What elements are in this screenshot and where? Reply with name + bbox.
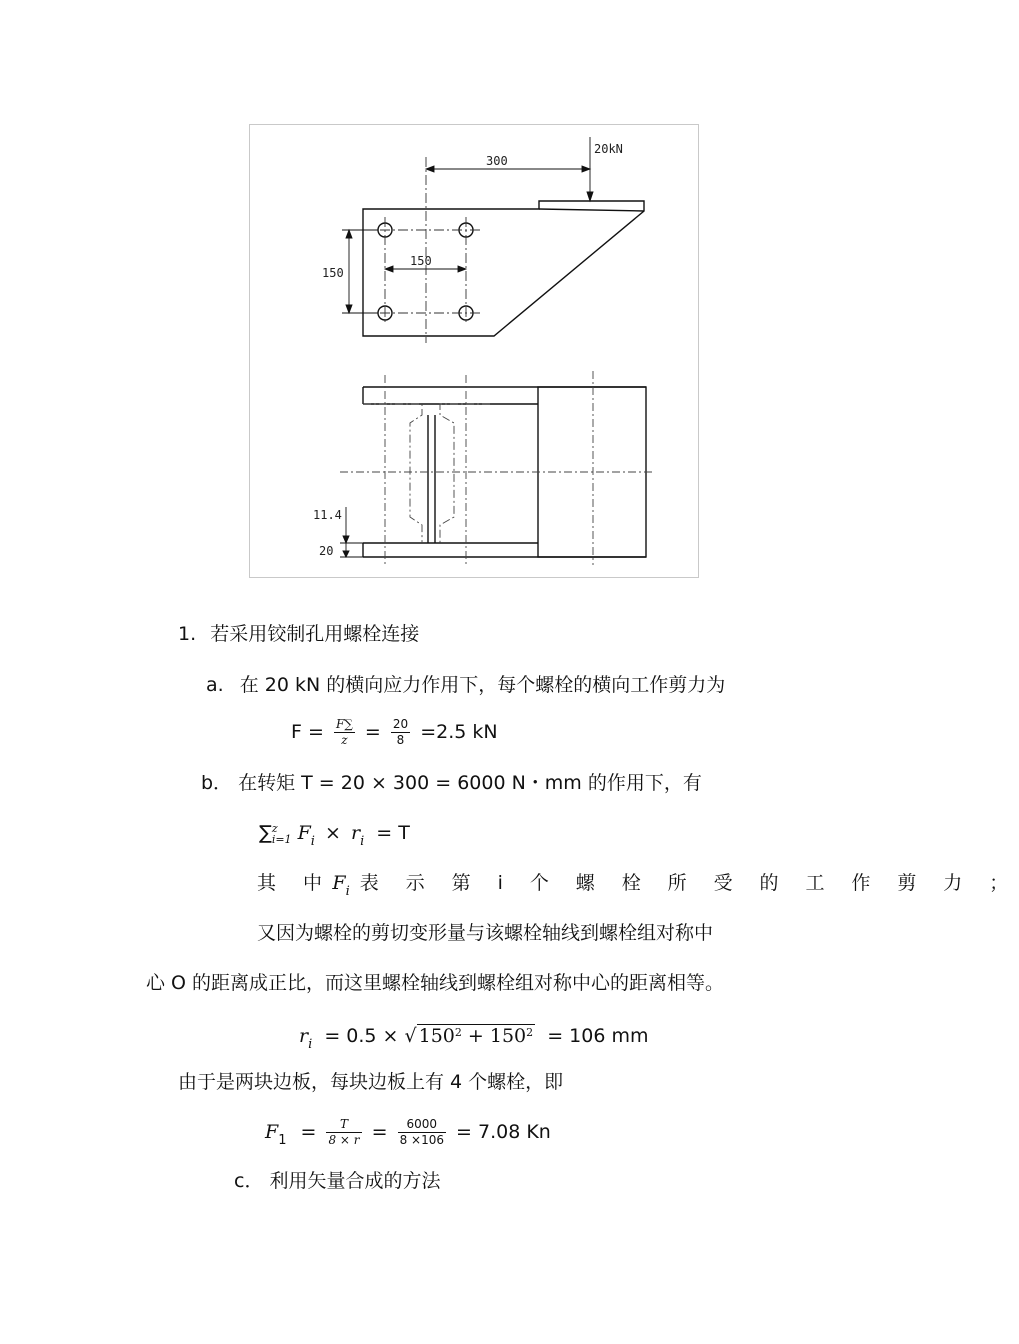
formula-rhs: = T xyxy=(376,822,410,844)
paragraph-line-1: 又因为螺栓的剪切变形量与该螺栓轴线到螺栓组对称中 xyxy=(257,922,714,944)
formula-radius xyxy=(299,1021,648,1057)
radicand xyxy=(417,1024,536,1047)
bracket-drawing-svg xyxy=(250,125,700,579)
sum-lower-limit: i=1 xyxy=(271,832,292,846)
times-symbol: × xyxy=(325,822,341,844)
f1-subscript: 1 xyxy=(278,1133,287,1148)
radicand-exponent-1: 2 xyxy=(454,1026,462,1039)
item-a-text: 在 20 kN 的横向应力作用下，每个螺栓的横向工作剪力为 xyxy=(239,674,726,696)
item-b-line xyxy=(201,771,702,795)
radicand-term-1: 150 xyxy=(418,1025,455,1047)
radius-subscript: i xyxy=(360,834,365,849)
section-title: 若采用铰制孔用螺栓连接 xyxy=(210,623,420,645)
fraction-denominator: z xyxy=(341,733,348,747)
where-force-symbol: F xyxy=(332,872,346,894)
f1-result: = 7.08 Kn xyxy=(456,1121,551,1143)
where-text: 表 示 第 i 个 螺 栓 所 受 的 工 作 剪 力 ； xyxy=(359,872,1019,894)
formula-torque-sum xyxy=(259,821,410,854)
item-b-label: b． xyxy=(201,772,233,794)
fraction-denominator: 8 ×106 xyxy=(399,1133,444,1147)
dim-20-label: 20 xyxy=(319,544,334,558)
item-c-text: 利用矢量合成的方法 xyxy=(269,1170,441,1192)
force-subscript: i xyxy=(310,834,315,849)
radius-symbol: r xyxy=(350,822,361,844)
dim-150-horizontal-label: 150 xyxy=(410,254,432,268)
item-c-line xyxy=(234,1169,441,1193)
radical-sign: √ xyxy=(404,1025,417,1047)
dim-11-4-label: 11.4 xyxy=(313,508,342,522)
where-force-subscript: i xyxy=(345,884,350,899)
sum-upper-limit: z xyxy=(271,821,278,835)
radicand-term-2: 150 xyxy=(489,1025,527,1047)
bracket-drawing xyxy=(249,124,699,578)
sigma-symbol: ∑ xyxy=(259,822,272,844)
two-plates-line: 由于是两块边板，每块边板上有 4 个螺栓，即 xyxy=(178,1071,564,1093)
section-number: 1. xyxy=(178,623,197,645)
radius-coefficient: = 0.5 × xyxy=(324,1025,399,1047)
section-heading xyxy=(178,622,419,646)
fraction-6000-over-8x106 xyxy=(398,1117,446,1148)
radius-result: = 106 mm xyxy=(547,1025,649,1047)
radicand-plus: + xyxy=(461,1025,490,1047)
item-b-text: 在转矩 T = 20 × 300 = 6000 N・mm 的作用下，有 xyxy=(238,772,702,794)
equals-sign: = xyxy=(300,1121,317,1143)
equals-sign: = xyxy=(364,721,381,743)
radicand-exponent-2: 2 xyxy=(526,1026,534,1039)
radius-symbol: r xyxy=(299,1025,309,1047)
f1-symbol: F xyxy=(265,1121,279,1143)
formula-shear-force xyxy=(291,717,498,748)
fraction-numerator: F∑ xyxy=(335,717,353,731)
force-symbol: F xyxy=(297,822,311,844)
formula-result: =2.5 kN xyxy=(420,721,498,743)
formula-f1 xyxy=(265,1117,551,1153)
item-c-label: c． xyxy=(234,1170,264,1192)
fraction-f-sum-over-z xyxy=(334,717,355,748)
fraction-20-over-8 xyxy=(391,717,410,748)
side-plate-outline xyxy=(363,201,644,336)
dim-300-label: 300 xyxy=(486,154,508,168)
dim-150-vertical-label: 150 xyxy=(322,266,344,280)
paragraph-line-2: 心 O 的距离成正比，而这里螺栓轴线到螺栓组对称中心的距离相等。 xyxy=(146,972,725,994)
fraction-t-over-8r xyxy=(326,1117,361,1148)
load-label: 20kN xyxy=(594,142,623,156)
equals-sign: = xyxy=(371,1121,388,1143)
where-prefix: 其 中 xyxy=(257,872,333,894)
fraction-numerator: 20 xyxy=(392,717,409,731)
fraction-numerator: T xyxy=(326,1117,361,1133)
fraction-denominator: 8 × r xyxy=(328,1133,360,1147)
radius-subscript: i xyxy=(308,1037,313,1052)
where-line xyxy=(257,871,1019,904)
fraction-numerator: 6000 xyxy=(398,1117,446,1133)
item-a-label: a. xyxy=(206,674,224,696)
item-a-line xyxy=(206,673,725,697)
formula-lhs: F = xyxy=(291,721,324,743)
fraction-denominator: 8 xyxy=(396,733,405,747)
